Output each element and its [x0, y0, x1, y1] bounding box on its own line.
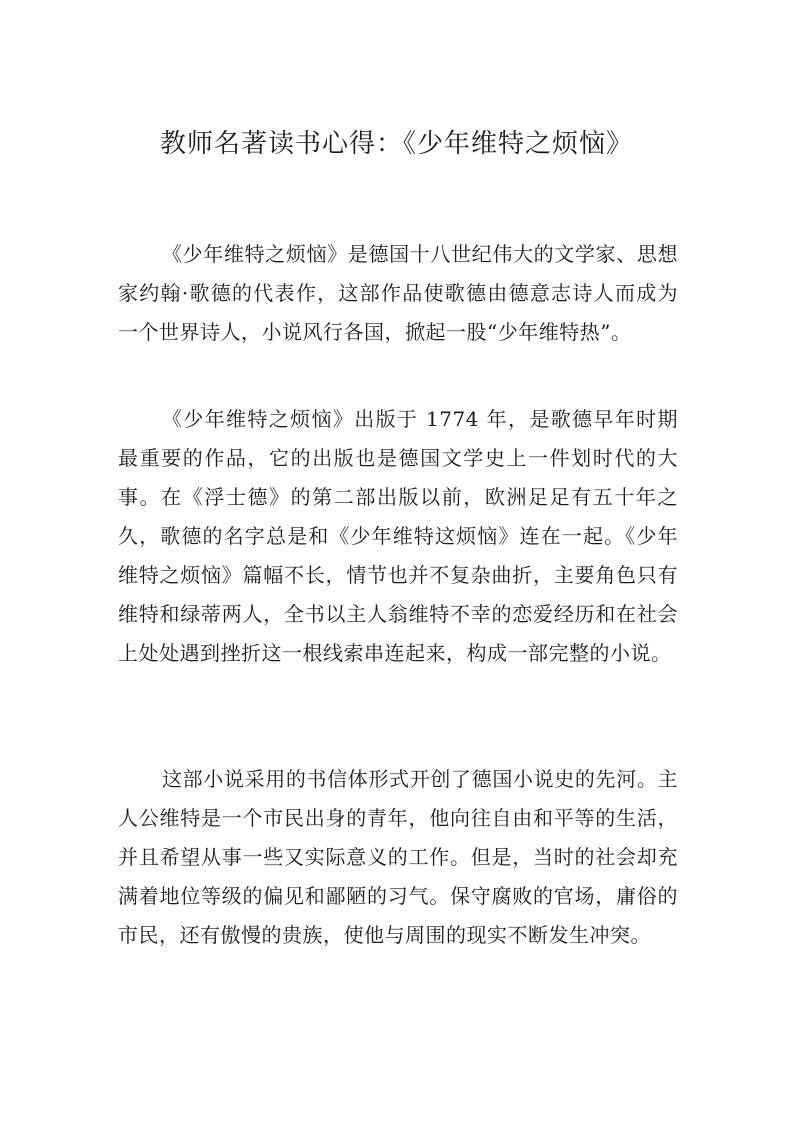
document-title: 教师名著读书心得：《少年维特之烦恼》: [159, 129, 633, 159]
paragraph-publication: 《少年维特之烦恼》出版于 1774 年，是歌德早年时期最重要的作品，它的出版也是德国文学史上一件划时代的大事。在《浮士德》的第二部出版以前，欧洲足足有五十年之久，歌德的名字总是和《少年维特这烦恼》连在一起。《少年维特之烦恼》篇幅不长，情节也并不复杂曲折，主要角色只有维特和绿蒂两人，全书以主人翁维特不幸的恋爱经历和在社会上处处遇到挫折这一根线索串连起来，构成一部完整的小说。: [118, 407, 678, 665]
paragraph-epistolary-form: 这部小说采用的书信体形式开创了德国小说史的先河。主人公维特是一个市民出身的青年，他向往自由和平等的生活，并且希望从事一些又实际意义的工作。但是，当时的社会却充满着地位等级的偏见和鄙陋的习气。保守腐败的官场，庸俗的市民，还有傲慢的贵族，使他与周围的现实不断发生冲突。: [118, 767, 678, 947]
paragraph-intro: 《少年维特之烦恼》是德国十八世纪伟大的文学家、思想家约翰·歌德的代表作，这部作品使歌德由德意志诗人而成为一个世界诗人，小说风行各国，掀起一股“少年维特热”。: [118, 242, 678, 344]
